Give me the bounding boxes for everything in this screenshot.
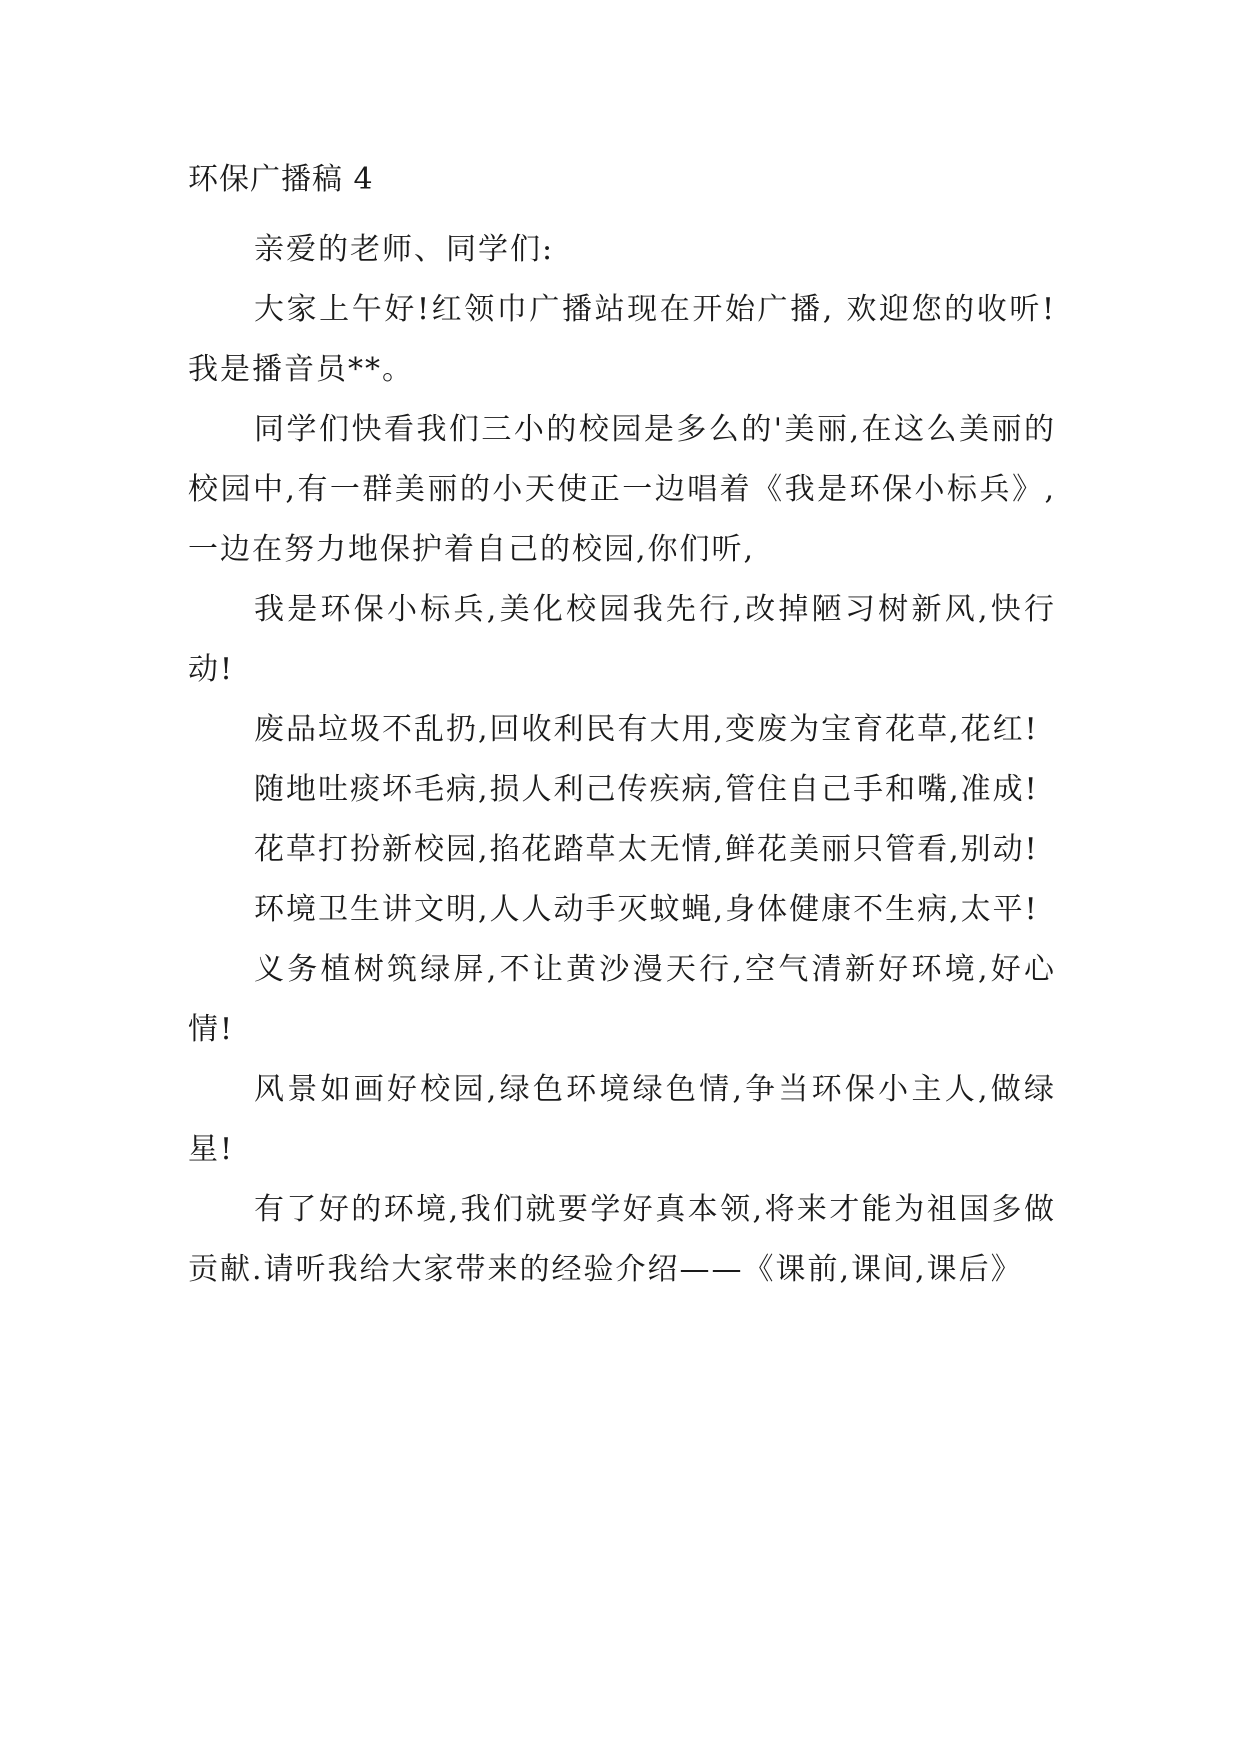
paragraph-verse-7: 风景如画好校园,绿色环境绿色情,争当环保小主人,做绿星! — [188, 1072, 1056, 1167]
paragraph-opening: 大家上午好!红领巾广播站现在开始广播, 欢迎您的收听!我是播音员**。 — [188, 292, 1056, 387]
paragraph-verse-3: 随地吐痰坏毛病,损人利己传疾病,管住自己手和嘴,准成! — [254, 772, 1039, 807]
document-body — [188, 160, 1056, 1300]
paragraph-verse-6: 义务植树筑绿屏,不让黄沙漫天行,空气清新好环境,好心情! — [188, 952, 1056, 1047]
paragraph-verse-4: 花草打扮新校园,掐花踏草太无情,鲜花美丽只管看,别动! — [254, 832, 1039, 867]
paragraph-verse-5: 环境卫生讲文明,人人动手灭蚊蝇,身体健康不生病,太平! — [254, 892, 1039, 927]
paragraph-greeting: 亲爱的老师、同学们: — [254, 232, 555, 267]
paragraph-verse-1: 我是环保小标兵,美化校园我先行,改掉陋习树新风,快行动! — [188, 592, 1056, 687]
paragraph-verse-2: 废品垃圾不乱扔,回收利民有大用,变废为宝育花草,花红! — [254, 712, 1039, 747]
paragraph-closing: 有了好的环境,我们就要学好真本领,将来才能为祖国多做贡献.请听我给大家带来的经验介绍——《课前,课间,课后》 — [188, 1192, 1056, 1287]
paragraph-intro: 同学们快看我们三小的校园是多么的'美丽,在这么美丽的校园中,有一群美丽的小天使正一边唱着《我是环保小标兵》,一边在努力地保护着自己的校园,你们听, — [188, 412, 1056, 567]
document-title: 环保广播稿 4 — [188, 162, 374, 197]
